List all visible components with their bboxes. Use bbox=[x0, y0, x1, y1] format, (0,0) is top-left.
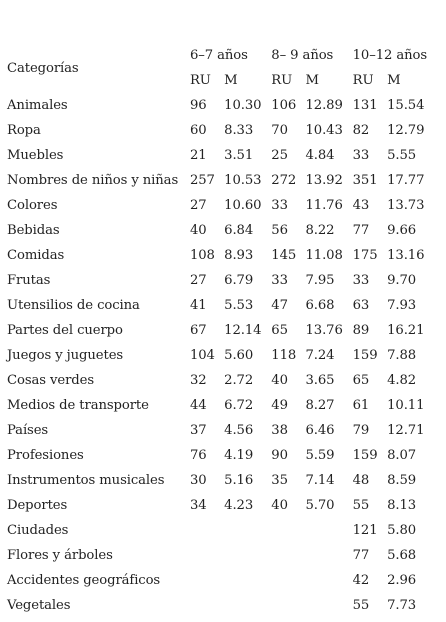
ru-cell: 77 bbox=[352, 548, 370, 563]
ru-cell bbox=[271, 593, 305, 618]
table-row bbox=[7, 268, 446, 293]
table-body bbox=[7, 93, 446, 618]
table-row bbox=[7, 193, 446, 218]
ru-cell: 35 bbox=[271, 473, 288, 488]
ru-cell: 63 bbox=[352, 298, 370, 313]
m-cell: 15.54 bbox=[387, 98, 425, 113]
category-cell: Accidentes geográficos bbox=[7, 573, 161, 588]
ru-cell bbox=[271, 518, 305, 543]
category-cell: Profesiones bbox=[7, 448, 84, 463]
category-cell: Vegetales bbox=[7, 598, 71, 613]
category-cell: Nombres de niños y niñas bbox=[7, 173, 179, 188]
m-cell: 12.71 bbox=[387, 423, 425, 438]
ru-cell: 43 bbox=[352, 198, 370, 213]
ru-cell: 108 bbox=[189, 248, 215, 263]
m-cell: 5.53 bbox=[224, 298, 254, 313]
category-cell: Animales bbox=[7, 98, 68, 113]
ru-cell: 272 bbox=[271, 173, 297, 188]
ru-cell: 118 bbox=[271, 348, 297, 363]
ru-cell: 257 bbox=[189, 173, 215, 188]
m-cell: 12.89 bbox=[305, 98, 343, 113]
age-group-header: 10–12 años bbox=[352, 48, 428, 63]
ru-cell: 48 bbox=[352, 473, 370, 488]
m-cell: 12.14 bbox=[224, 323, 262, 338]
table-header bbox=[7, 43, 446, 93]
m-cell: 10.11 bbox=[387, 398, 425, 413]
ru-cell: 33 bbox=[271, 273, 288, 288]
ru-column-header: RU bbox=[189, 73, 211, 88]
category-cell: Partes del cuerpo bbox=[7, 323, 123, 338]
m-cell bbox=[224, 593, 271, 618]
m-cell: 17.77 bbox=[387, 173, 425, 188]
m-cell: 4.84 bbox=[305, 148, 335, 163]
ru-cell: 30 bbox=[189, 473, 207, 488]
m-cell bbox=[305, 568, 352, 593]
m-cell: 5.60 bbox=[224, 348, 254, 363]
ru-cell: 41 bbox=[189, 298, 207, 313]
m-cell: 9.66 bbox=[387, 223, 417, 238]
m-cell: 3.51 bbox=[224, 148, 254, 163]
ru-cell bbox=[190, 518, 224, 543]
table-row bbox=[7, 118, 446, 143]
ru-cell: 55 bbox=[352, 598, 370, 613]
category-cell: Frutas bbox=[7, 273, 51, 288]
m-cell: 6.79 bbox=[224, 273, 254, 288]
m-cell bbox=[224, 543, 271, 568]
m-cell: 10.30 bbox=[224, 98, 262, 113]
ru-cell: 25 bbox=[271, 148, 288, 163]
ru-cell: 159 bbox=[352, 348, 378, 363]
m-cell: 7.88 bbox=[387, 348, 417, 363]
ru-cell: 37 bbox=[189, 423, 207, 438]
m-cell: 7.24 bbox=[305, 348, 335, 363]
categories-table bbox=[7, 43, 446, 618]
m-cell: 13.73 bbox=[387, 198, 425, 213]
m-column-header: M bbox=[224, 73, 238, 88]
category-cell: Bebidas bbox=[7, 223, 60, 238]
table-row bbox=[7, 168, 446, 193]
ru-cell: 47 bbox=[271, 298, 288, 313]
age-group-header: 8– 9 años bbox=[271, 48, 334, 63]
m-cell: 12.79 bbox=[387, 123, 425, 138]
ru-cell: 70 bbox=[271, 123, 288, 138]
m-cell: 10.43 bbox=[305, 123, 343, 138]
table-row bbox=[7, 568, 446, 593]
table-row bbox=[7, 393, 446, 418]
ru-cell: 104 bbox=[189, 348, 215, 363]
category-cell: Cosas verdes bbox=[7, 373, 94, 388]
category-cell: Flores y árboles bbox=[7, 548, 113, 563]
table-row bbox=[7, 243, 446, 268]
m-cell: 8.13 bbox=[387, 498, 417, 513]
m-cell: 13.92 bbox=[305, 173, 343, 188]
m-cell bbox=[305, 543, 352, 568]
m-column-header: M bbox=[305, 73, 319, 88]
age-group-header: 6–7 años bbox=[189, 48, 248, 63]
m-cell: 4.19 bbox=[224, 448, 254, 463]
header-row-groups bbox=[7, 43, 446, 68]
ru-cell: 56 bbox=[271, 223, 288, 238]
ru-cell: 44 bbox=[189, 398, 207, 413]
table-row bbox=[7, 143, 446, 168]
category-cell: Instrumentos musicales bbox=[7, 473, 165, 488]
ru-cell: 106 bbox=[271, 98, 297, 113]
category-cell: Ciudades bbox=[7, 523, 69, 538]
m-cell: 16.21 bbox=[387, 323, 425, 338]
ru-cell: 60 bbox=[189, 123, 207, 138]
table-row bbox=[7, 543, 446, 568]
m-cell: 11.76 bbox=[305, 198, 343, 213]
m-cell: 6.72 bbox=[224, 398, 254, 413]
m-cell: 2.96 bbox=[387, 573, 417, 588]
table-row bbox=[7, 418, 446, 443]
ru-cell: 65 bbox=[352, 373, 370, 388]
m-cell bbox=[224, 518, 271, 543]
ru-column-header: RU bbox=[271, 73, 293, 88]
category-column-header: Categorías bbox=[7, 60, 79, 76]
ru-cell bbox=[271, 543, 305, 568]
m-cell: 10.60 bbox=[224, 198, 262, 213]
table-row bbox=[7, 493, 446, 518]
m-cell: 13.76 bbox=[305, 323, 343, 338]
ru-cell: 121 bbox=[352, 523, 378, 538]
ru-cell: 65 bbox=[271, 323, 288, 338]
ru-cell: 90 bbox=[271, 448, 288, 463]
ru-cell: 42 bbox=[352, 573, 370, 588]
ru-cell: 77 bbox=[352, 223, 370, 238]
ru-cell: 67 bbox=[189, 323, 207, 338]
m-cell: 6.46 bbox=[305, 423, 335, 438]
m-cell: 7.73 bbox=[387, 598, 417, 613]
table-row bbox=[7, 93, 446, 118]
ru-cell: 175 bbox=[352, 248, 378, 263]
ru-cell: 33 bbox=[271, 198, 288, 213]
m-cell bbox=[305, 593, 352, 618]
m-cell: 5.68 bbox=[387, 548, 417, 563]
m-cell: 6.84 bbox=[224, 223, 254, 238]
ru-cell: 33 bbox=[352, 273, 370, 288]
category-cell: Utensilios de cocina bbox=[7, 298, 140, 313]
table-row bbox=[7, 468, 446, 493]
ru-cell: 145 bbox=[271, 248, 297, 263]
category-cell: Muebles bbox=[7, 148, 64, 163]
m-cell: 5.55 bbox=[387, 148, 417, 163]
category-cell: Países bbox=[7, 423, 49, 438]
m-cell: 8.33 bbox=[224, 123, 254, 138]
m-cell: 5.16 bbox=[224, 473, 254, 488]
ru-cell: 32 bbox=[189, 373, 207, 388]
m-cell: 4.82 bbox=[387, 373, 417, 388]
category-cell: Medios de transporte bbox=[7, 398, 149, 413]
table-row bbox=[7, 218, 446, 243]
category-cell: Comidas bbox=[7, 248, 65, 263]
ru-cell: 351 bbox=[352, 173, 378, 188]
category-cell: Juegos y juguetes bbox=[7, 348, 124, 363]
ru-cell: 38 bbox=[271, 423, 288, 438]
m-cell: 8.27 bbox=[305, 398, 335, 413]
ru-cell: 21 bbox=[189, 148, 207, 163]
m-cell: 4.23 bbox=[224, 498, 254, 513]
category-cell: Colores bbox=[7, 198, 58, 213]
m-column-header: M bbox=[387, 73, 401, 88]
ru-column-header: RU bbox=[352, 73, 374, 88]
m-cell: 9.70 bbox=[387, 273, 417, 288]
table-row bbox=[7, 593, 446, 618]
ru-cell: 40 bbox=[271, 498, 288, 513]
ru-cell bbox=[190, 543, 224, 568]
ru-cell: 82 bbox=[352, 123, 370, 138]
m-cell: 6.68 bbox=[305, 298, 335, 313]
ru-cell: 76 bbox=[189, 448, 207, 463]
ru-cell: 49 bbox=[271, 398, 288, 413]
ru-cell: 61 bbox=[352, 398, 370, 413]
m-cell: 7.95 bbox=[305, 273, 335, 288]
m-cell: 8.59 bbox=[387, 473, 417, 488]
category-cell: Deportes bbox=[7, 498, 68, 513]
ru-cell: 131 bbox=[352, 98, 378, 113]
m-cell bbox=[224, 568, 271, 593]
ru-cell: 27 bbox=[189, 273, 207, 288]
m-cell: 7.14 bbox=[305, 473, 335, 488]
m-cell: 2.72 bbox=[224, 373, 254, 388]
m-cell: 5.80 bbox=[387, 523, 417, 538]
ru-cell: 159 bbox=[352, 448, 378, 463]
m-cell: 3.65 bbox=[305, 373, 335, 388]
m-cell: 13.16 bbox=[387, 248, 425, 263]
table-row bbox=[7, 443, 446, 468]
table-row bbox=[7, 318, 446, 343]
ru-cell: 27 bbox=[189, 198, 207, 213]
m-cell: 8.22 bbox=[305, 223, 335, 238]
ru-cell: 79 bbox=[352, 423, 370, 438]
ru-cell: 34 bbox=[189, 498, 207, 513]
m-cell: 7.93 bbox=[387, 298, 417, 313]
m-cell: 5.70 bbox=[305, 498, 335, 513]
ru-cell: 33 bbox=[352, 148, 370, 163]
m-cell bbox=[305, 518, 352, 543]
ru-cell: 40 bbox=[271, 373, 288, 388]
ru-cell: 40 bbox=[189, 223, 207, 238]
m-cell: 4.56 bbox=[224, 423, 254, 438]
ru-cell: 96 bbox=[189, 98, 207, 113]
table-row bbox=[7, 518, 446, 543]
ru-cell: 55 bbox=[352, 498, 370, 513]
m-cell: 5.59 bbox=[305, 448, 335, 463]
m-cell: 8.07 bbox=[387, 448, 417, 463]
m-cell: 10.53 bbox=[224, 173, 262, 188]
category-cell: Ropa bbox=[7, 123, 41, 138]
table-row bbox=[7, 293, 446, 318]
ru-cell: 89 bbox=[352, 323, 370, 338]
ru-cell bbox=[271, 568, 305, 593]
ru-cell bbox=[190, 568, 224, 593]
table-row bbox=[7, 368, 446, 393]
table-row bbox=[7, 343, 446, 368]
m-cell: 8.93 bbox=[224, 248, 254, 263]
ru-cell bbox=[190, 593, 224, 618]
m-cell: 11.08 bbox=[305, 248, 343, 263]
